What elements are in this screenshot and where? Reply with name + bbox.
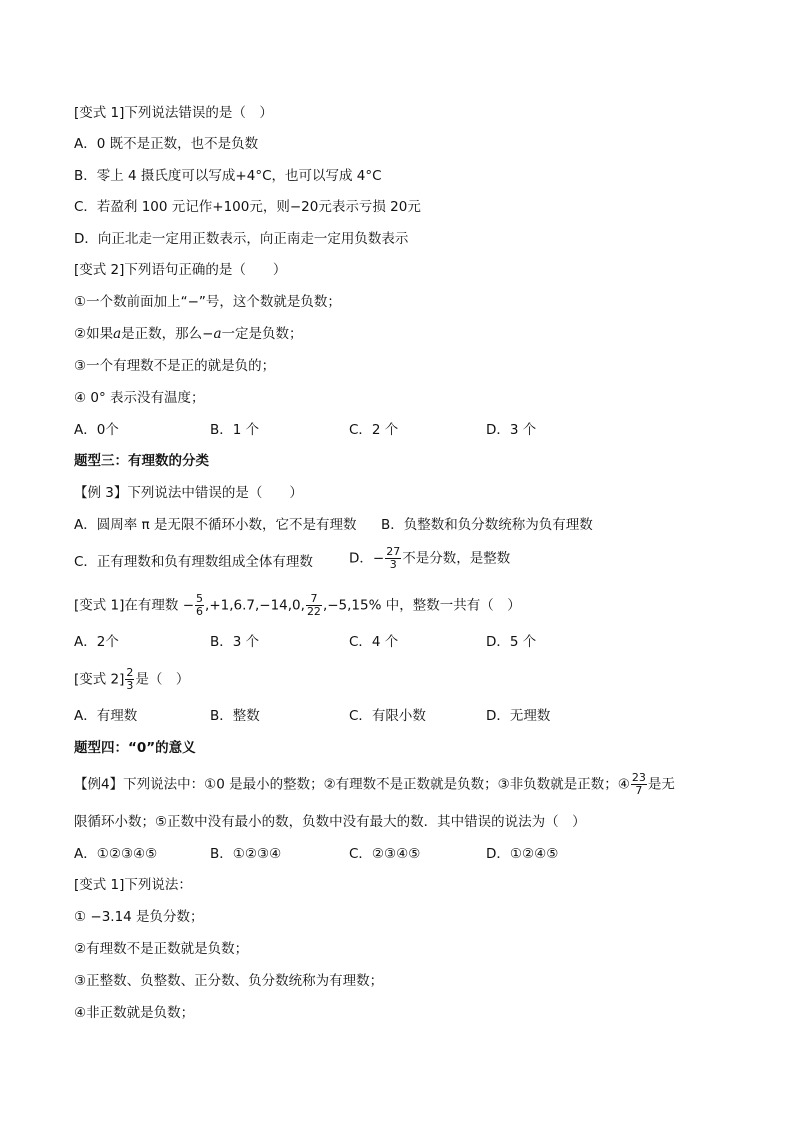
question-stem <box>74 667 189 692</box>
option-b: B．①②③④ <box>210 846 282 862</box>
variable-a: a <box>213 326 222 342</box>
fraction-denominator: 3 <box>126 679 134 692</box>
section-heading: 题型三：有理数的分类 <box>74 453 209 469</box>
option-a: A．圆周率 π 是无限不循环小数，它不是有理数 <box>74 517 357 533</box>
statement-1: ①一个数前面加上“−”号，这个数就是负数； <box>74 294 341 310</box>
stem-suffix: 是（ ） <box>135 671 190 688</box>
option-c: C．有限小数 <box>349 708 426 724</box>
option-d-prefix: D．− <box>349 550 385 567</box>
option-a: A．①②③④⑤ <box>74 846 158 862</box>
statement-3: ③一个有理数不是正的就是负的； <box>74 358 276 374</box>
stem-prefix: [变式 1]在有理数 − <box>74 597 195 614</box>
stem-suffix: ,−5,15% 中，整数一共有（ ） <box>322 597 521 614</box>
variable-a: a <box>113 326 122 342</box>
option-a: A．有理数 <box>74 708 138 724</box>
statement-3: ③正整数、负整数、正分数、负分数统称为有理数； <box>74 973 384 989</box>
question-stem: 【例 3】下列说法中错误的是（ ） <box>74 485 303 501</box>
option-b: B．1 个 <box>210 422 260 438</box>
option-d: D．①②④⑤ <box>486 846 559 862</box>
question-stem <box>74 593 521 618</box>
option-a: A．0 既不是正数，也不是负数 <box>74 136 259 152</box>
question-stem: [变式 2]下列语句正确的是（ ） <box>74 262 287 278</box>
fraction-denominator: 22 <box>306 605 321 618</box>
question-stem-line-2: 限循环小数；⑤正数中没有最小的数，负数中没有最大的数．其中错误的说法为（ ） <box>74 814 586 830</box>
fraction-denominator: 7 <box>635 784 643 797</box>
fraction <box>385 546 401 571</box>
option-d: D．无理数 <box>486 708 551 724</box>
fraction-numerator: 27 <box>386 545 401 558</box>
stem-prefix: 【例4】下列说法中：①0 是最小的整数；②有理数不是正数就是负数；③非负数就是正数；④ <box>74 776 630 793</box>
statement-4: ④非正数就是负数； <box>74 1005 195 1021</box>
option-c: C．若盈利 100 元记作+100元，则−20元表示亏损 20元 <box>74 199 421 215</box>
option-b: B．整数 <box>210 708 260 724</box>
fraction <box>306 593 322 618</box>
fraction <box>125 667 134 692</box>
option-c: C．②③④⑤ <box>349 846 421 862</box>
stem-middle: ,+1,6.7,−14,0, <box>205 597 305 614</box>
question-stem: [变式 1]下列说法错误的是（ ） <box>74 105 273 121</box>
option-c: C．2 个 <box>349 422 399 438</box>
statement-4: ④ 0° 表示没有温度； <box>74 390 205 406</box>
option-d-suffix: 不是分数，是整数 <box>402 550 511 567</box>
fraction-numerator: 2 <box>126 666 134 679</box>
statement-2: ②有理数不是正数就是负数； <box>74 941 249 957</box>
option-d <box>349 546 510 571</box>
question-stem-line-1 <box>74 772 675 797</box>
section-heading: 题型四：“0”的意义 <box>74 740 196 756</box>
statement-2-text-c: 一定是负数； <box>221 326 303 342</box>
option-d: D．5 个 <box>486 634 537 650</box>
option-b: B．零上 4 摄氏度可以写成+4°C，也可以写成 4°C <box>74 168 382 184</box>
fraction <box>631 772 647 797</box>
fraction <box>195 593 204 618</box>
statement-2 <box>74 325 303 343</box>
option-c: C．正有理数和负有理数组成全体有理数 <box>74 554 313 570</box>
fraction-denominator: 6 <box>196 605 204 618</box>
stem-prefix: [变式 2] <box>74 671 125 688</box>
question-stem: [变式 1]下列说法： <box>74 877 192 893</box>
statement-2-text-a: ②如果 <box>74 326 114 342</box>
option-a: A．0个 <box>74 422 119 438</box>
option-d: D．3 个 <box>486 422 537 438</box>
fraction-numerator: 5 <box>196 592 204 605</box>
fraction-denominator: 3 <box>389 558 397 571</box>
option-a: A．2个 <box>74 634 119 650</box>
stem-suffix: 是无 <box>647 776 675 793</box>
option-d: D．向正北走一定用正数表示，向正南走一定用负数表示 <box>74 231 409 247</box>
fraction-numerator: 23 <box>631 771 646 784</box>
statement-2-text-b: 是正数，那么− <box>121 326 214 342</box>
statement-1: ① −3.14 是负分数； <box>74 909 204 925</box>
fraction-numerator: 7 <box>306 593 322 606</box>
option-c: C．4 个 <box>349 634 399 650</box>
option-b: B．3 个 <box>210 634 260 650</box>
option-b: B．负整数和负分数统称为负有理数 <box>381 517 593 533</box>
